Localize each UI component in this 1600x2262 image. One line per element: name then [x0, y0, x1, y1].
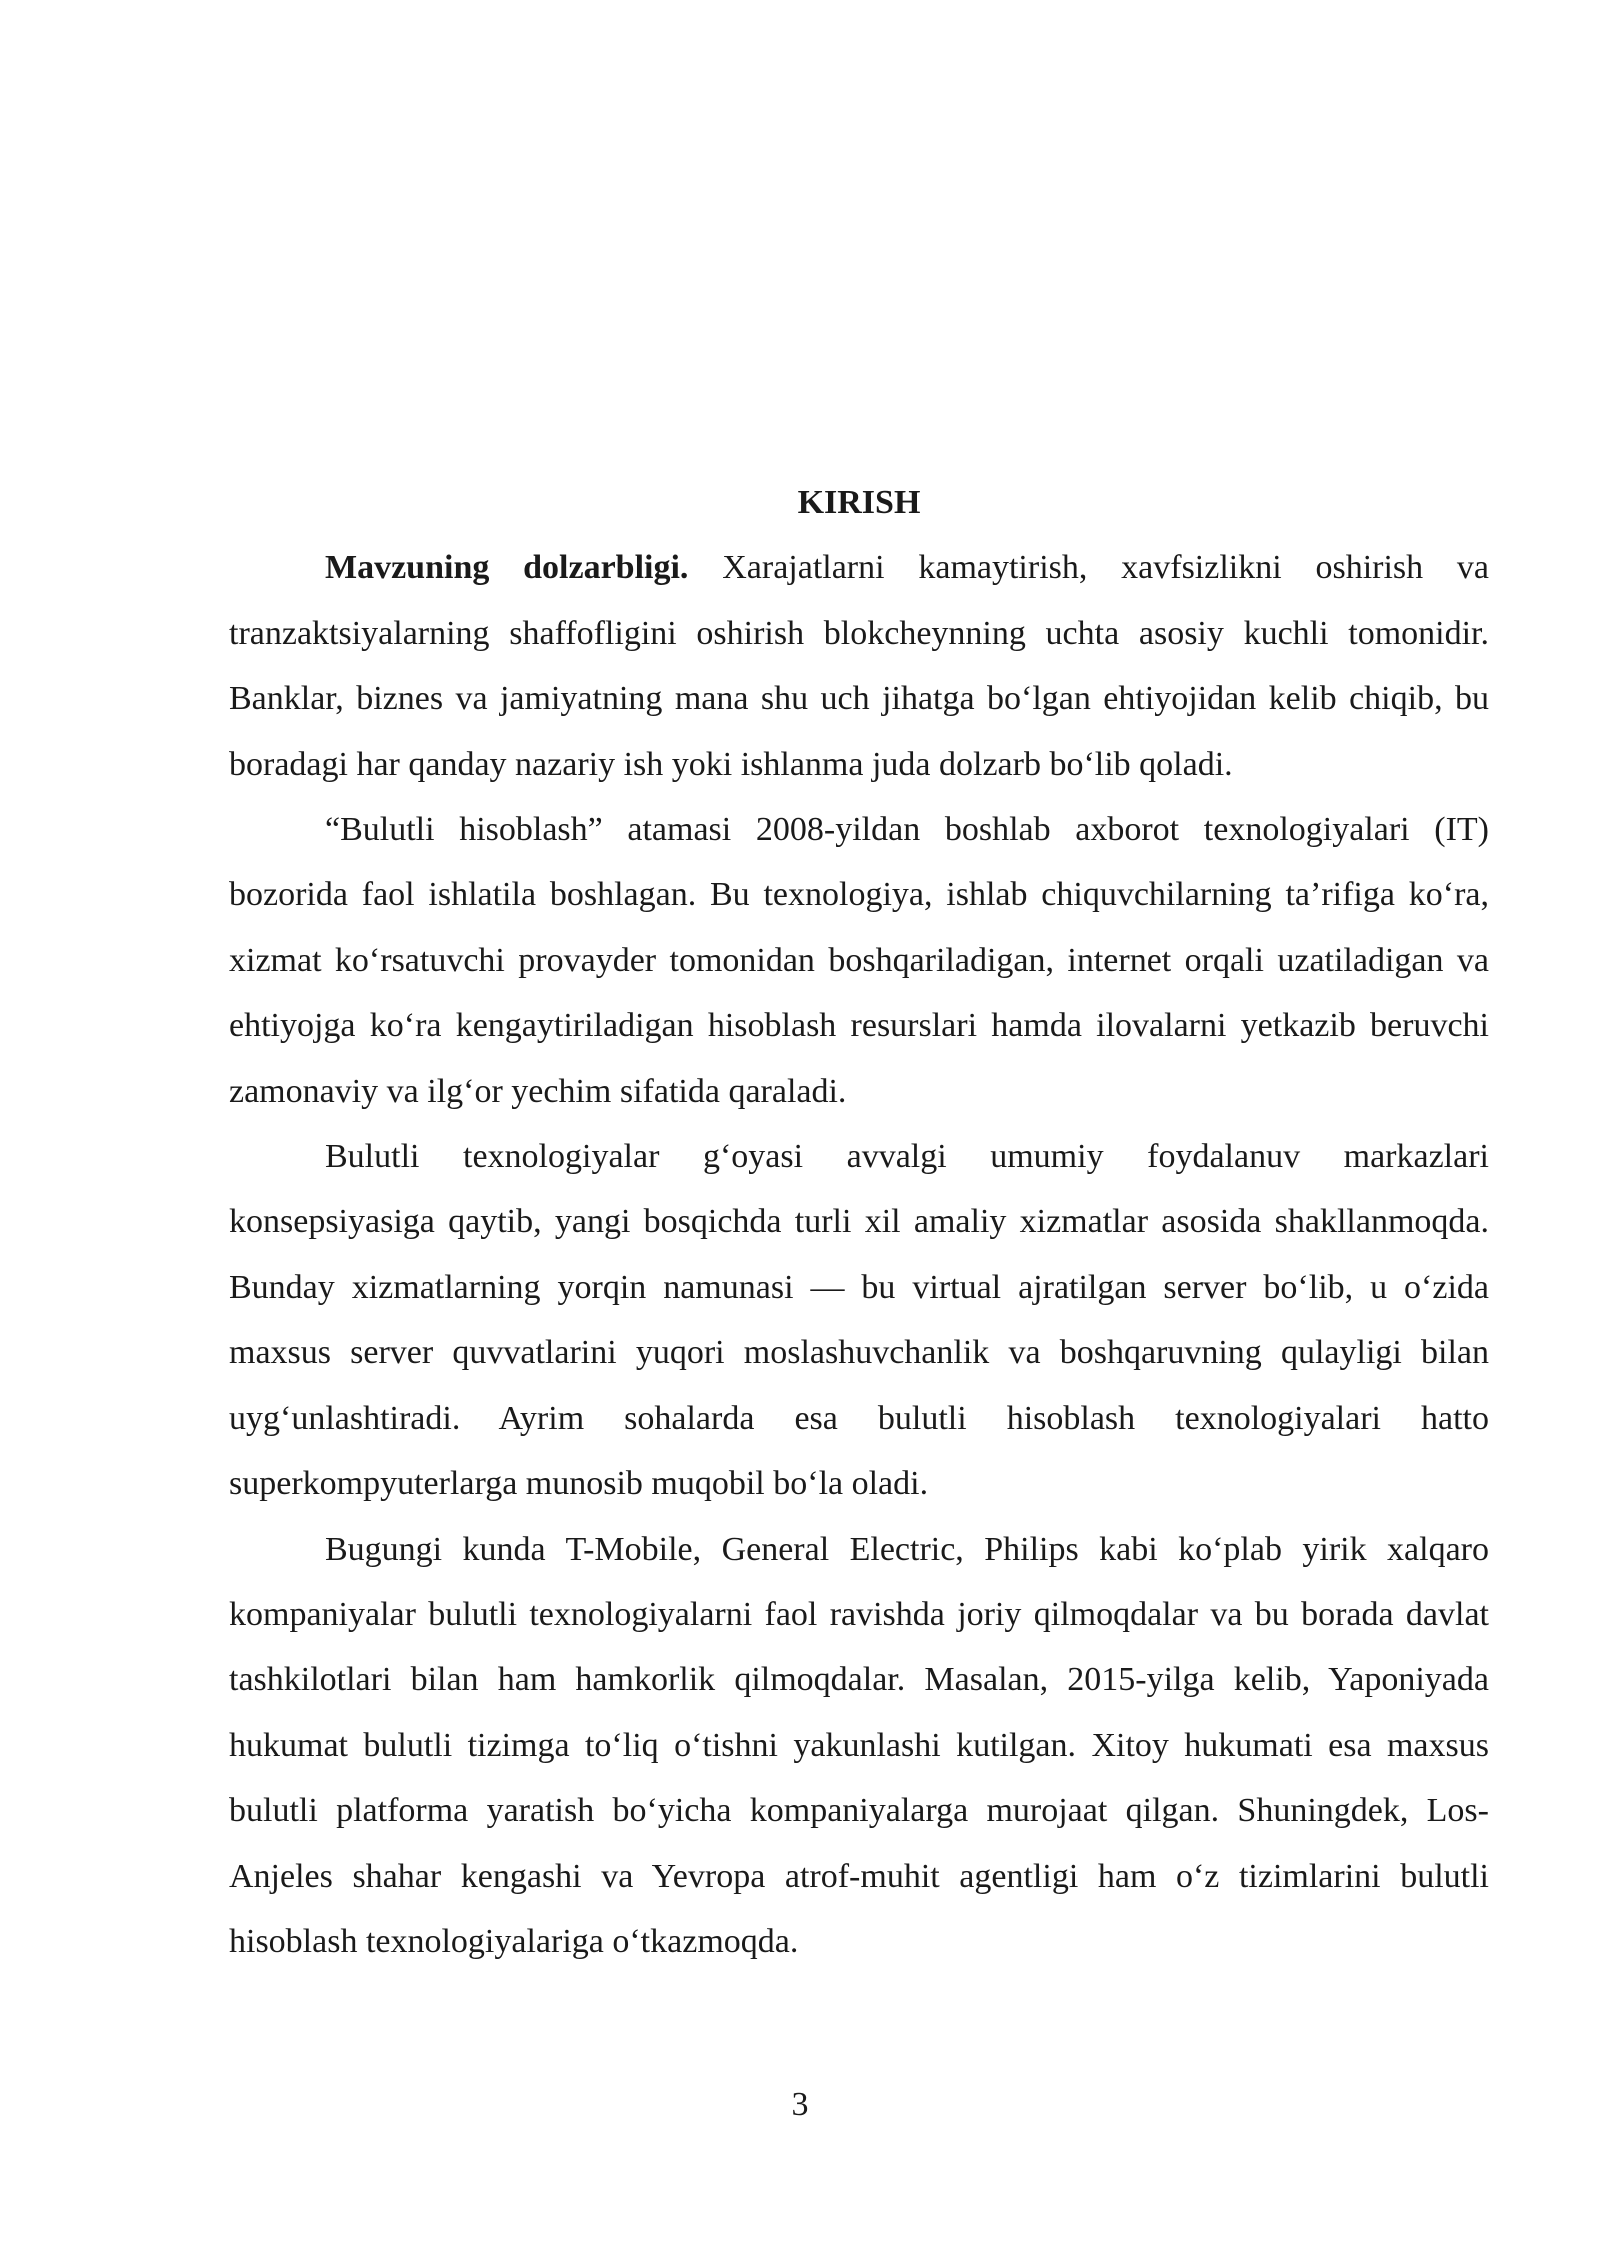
paragraph-cloud-concept: Bulutli texnologiyalar g‘oyasi avvalgi umumiy foydalanuv markazlari konsepsiyasiga qaytib, yangi bosqichda turli xil amaliy xizmatlar asosida shakllanmoqda. Bunday xizmatlarning yorqin namunasi — bu virtual ajratilgan server bo‘lib, u o‘zida maxsus server quvvatlarini yuqori moslashuvchanlik va boshqaruvning qulayligi bilan uyg‘unlashtiradi. Ayrim sohalarda esa bulutli hisoblash texnologiyalari hatto superkompyuterlarga munosib muqobil bo‘la oladi.: [229, 1138, 1489, 1503]
paragraph-text: Xarajatlarni kamaytirish, xavfsizlikni oshirish va tranzaktsiyalarning shaffofligini oshirish blokcheynning uchta asosiy kuchli tomonidir. Banklar, biznes va jamiyatning mana shu uch jihatga bo‘lgan ehtiyojidan kelib chiqib, bu boradagi har qanday nazariy ish yoki ishlanma juda dolzarb bo‘lib qoladi.: [229, 549, 1490, 783]
paragraph-relevance: [229, 535, 1489, 797]
paragraph-lead: Mavzuning dolzarbligi.: [325, 549, 689, 587]
section-title: KIRISH: [797, 484, 921, 521]
paragraph-companies: Bugungi kunda T-Mobile, General Electric, Philips kabi ko‘plab yirik xalqaro kompaniyalar bulutli texnologiyalarni faol ravishda joriy qilmoqdalar va bu borada davlat tashkilotlari bilan ham hamkorlik qilmoqdalar. Masalan, 2015-yilga kelib, Yaponiyada hukumat bulutli tizimga to‘liq o‘tishni yakunlashi kutilgan. Xitoy hukumati esa maxsus bulutli platforma yaratish bo‘yicha kompaniyalarga murojaat qilgan. Shuningdek, Los-Anjeles shahar kengashi va Yevropa atrof-muhit agentligi ham o‘z tizimlarini bulutli hisoblash texnologiyalariga o‘tkazmoqda.: [229, 1530, 1489, 1960]
page-number: 3: [791, 2086, 809, 2123]
paragraph-cloud-term: “Bulutli hisoblash” atamasi 2008-yildan boshlab axborot texnologiyalari (IT) bozorida faol ishlatila boshlagan. Bu texnologiya, ishlab chiquvchilarning ta’rifiga ko‘ra, xizmat ko‘rsatuvchi provayder tomonidan boshqariladigan, internet orqali uzatiladigan va ehtiyojga ko‘ra kengaytiriladigan hisoblash resurslari hamda ilovalarni yetkazib beruvchi zamonaviy va ilg‘or yechim sifatida qaraladi.: [229, 811, 1489, 1110]
page-body: [229, 470, 1489, 1974]
